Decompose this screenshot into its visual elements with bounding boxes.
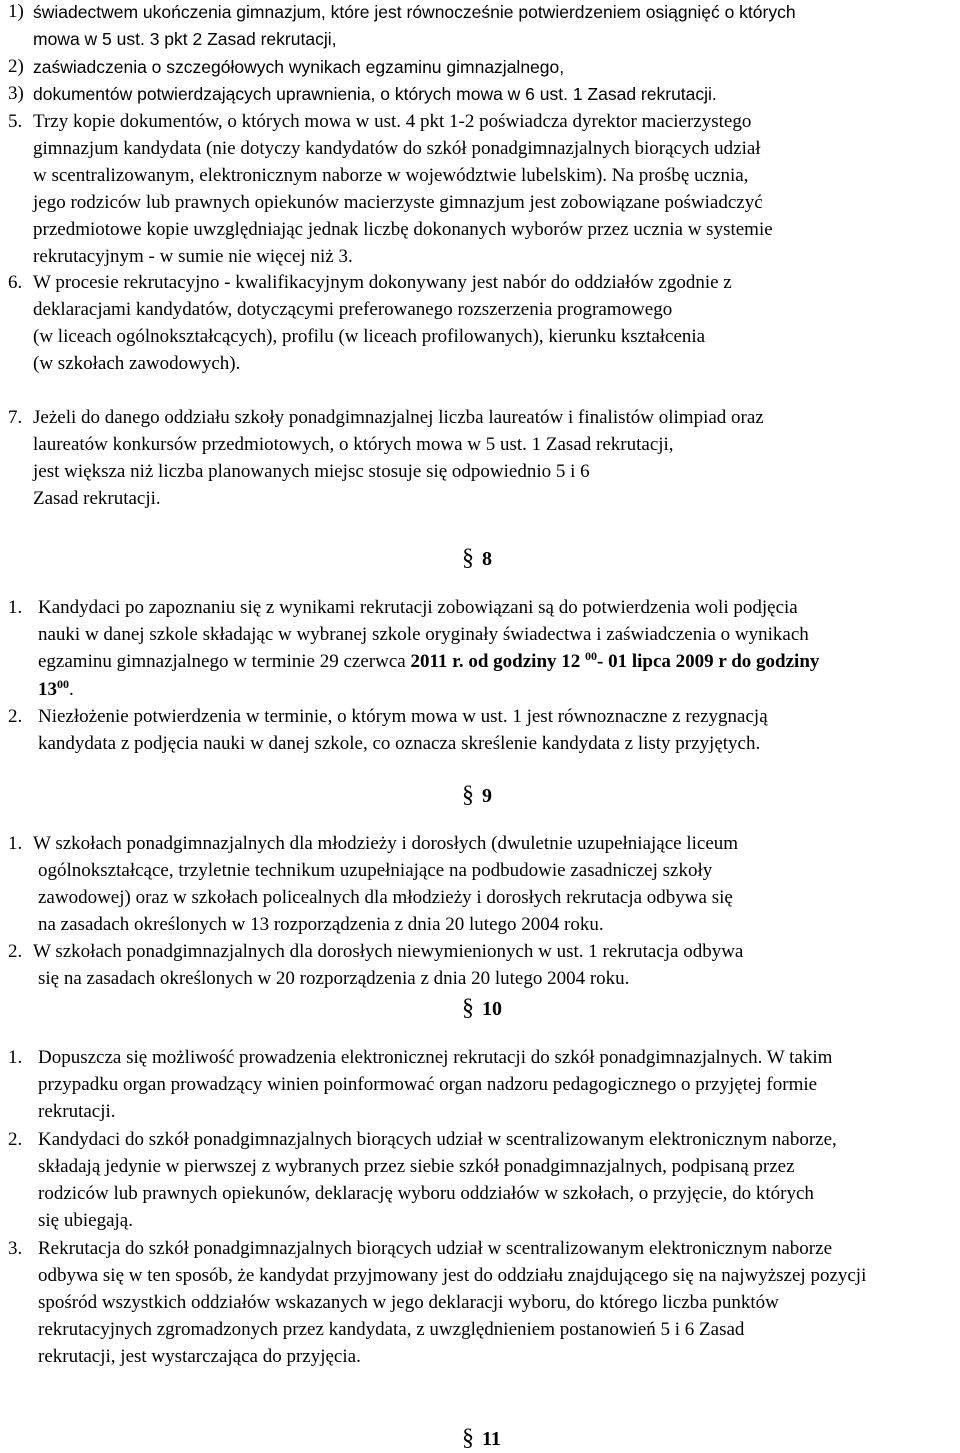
paragraph-line: W procesie rekrutacyjno - kwalifikacyjnym dokonywany jest nabór do oddziałów zgodnie z [33, 272, 732, 293]
paragraph-line: składają jedynie w pierwszej z wybranych przez siebie szkół ponadgimnazjalnych, podpisaną przez [38, 1156, 795, 1177]
paragraph-line [38, 651, 819, 673]
paragraph-line: laureatów konkursów przedmiotowych, o których mowa w 5 ust. 1 Zasad rekrutacji, [33, 434, 674, 455]
paragraph-line: Jeżeli do danego oddziału szkoły ponadgimnazjalnej liczba laureatów i finalistów olimpiad oraz [33, 407, 764, 428]
section-number: 8 [482, 548, 492, 570]
paragraph-line: Kandydaci po zapoznaniu się z wynikami rekrutacji zobowiązani są do potwierdzenia woli podjęcia [38, 597, 798, 618]
list-number: 2) [8, 56, 24, 77]
paragraph-number: 1. [8, 1047, 23, 1068]
paragraph-line: W szkołach ponadgimnazjalnych dla dorosłych niewymienionych w ust. 1 rekrutacja odbywa [33, 941, 744, 962]
paragraph-number: 2. [8, 1129, 23, 1150]
paragraph-line: (w liceach ogólnokształcących), profilu (w liceach profilowanych), kierunku kształcenia [33, 326, 706, 347]
section-symbol: § [462, 995, 474, 1021]
paragraph-line: Trzy kopie dokumentów, o których mowa w ust. 4 pkt 1-2 poświadcza dyrektor macierzystego [33, 111, 752, 132]
paragraph-line: Kandydaci do szkół ponadgimnazjalnych biorących udział w scentralizowanym elektronicznym naborze, [38, 1129, 837, 1150]
paragraph-number: 2. [8, 941, 23, 962]
section-heading-8 [462, 546, 492, 571]
paragraph-line: przedmiotowe kopie uwzględniając jednak liczbę dokonanych wyborów przez ucznia w systemie [33, 219, 773, 240]
paragraph-line: rekrutacji. [38, 1101, 116, 1122]
period: . [69, 679, 74, 700]
list-number: 1) [8, 1, 24, 22]
paragraph-line: się ubiegają. [38, 1210, 133, 1231]
deadline-date-end: - 01 lipca 2009 r do godziny [597, 651, 820, 672]
paragraph-line: kandydata z podjęcia nauki w danej szkole, co oznacza skreślenie kandydata z listy przyjętych. [38, 733, 761, 754]
deadline-date: 2011 r. od godziny 12 [410, 651, 586, 672]
paragraph-line: rekrutacji, jest wystarczająca do przyjęcia. [38, 1346, 361, 1367]
section-number: 9 [482, 785, 492, 807]
paragraph-line: deklaracjami kandydatów, dotyczącymi preferowanego rozszerzenia programowego [33, 299, 673, 320]
paragraph-number: 7. [8, 407, 23, 428]
list-item-text: dokumentów potwierdzających uprawnienia, o których mowa w 6 ust. 1 Zasad rekrutacji. [33, 84, 717, 104]
deadline-minutes: 00 [585, 649, 598, 663]
paragraph-line: rekrutacyjnych zgromadzonych przez kandydata, z uwzględnieniem postanowień 5 i 6 Zasad [38, 1319, 745, 1340]
paragraph-line: spośród wszystkich oddziałów wskazanych w jego deklaracji wyboru, do którego liczba punktów [38, 1292, 779, 1313]
deadline-text: egzaminu gimnazjalnego w terminie 29 czerwca [38, 651, 411, 672]
section-heading-11 [462, 1426, 501, 1451]
paragraph-line: Niezłożenie potwierdzenia w terminie, o którym mowa w ust. 1 jest równoznaczne z rezygnacją [38, 706, 768, 727]
paragraph-line: gimnazjum kandydata (nie dotyczy kandydatów do szkół ponadgimnazjalnych biorących udział [33, 138, 761, 159]
paragraph-line: na zasadach określonych w 13 rozporządzenia z dnia 20 lutego 2004 roku. [38, 914, 604, 935]
paragraph-line: nauki w danej szkole składając w wybranej szkole oryginały świadectwa i zaświadczenia o wynikach [38, 624, 809, 645]
section-symbol: § [462, 782, 474, 808]
paragraph-number: 2. [8, 706, 23, 727]
paragraph-line: Dopuszcza się możliwość prowadzenia elektronicznej rekrutacji do szkół ponadgimnazjalnych. W takim [38, 1047, 833, 1068]
paragraph-number: 3. [8, 1238, 23, 1259]
section-symbol: § [462, 545, 474, 571]
section-symbol: § [462, 1425, 474, 1451]
paragraph-line: ogólnokształcące, trzyletnie technikum uzupełniające na podbudowie zasadniczej szkoły [38, 860, 713, 881]
section-heading-9 [462, 783, 492, 808]
paragraph-line: jego rodziców lub prawnych opiekunów macierzyste gimnazjum jest zobowiązane poświadczyć [33, 192, 763, 213]
deadline-hour-minutes: 00 [57, 677, 69, 691]
list-number: 3) [8, 83, 24, 104]
paragraph-line [38, 679, 74, 701]
paragraph-line: W szkołach ponadgimnazjalnych dla młodzieży i dorosłych (dwuletnie uzupełniające liceum [33, 833, 739, 854]
section-heading-10 [462, 996, 502, 1021]
paragraph-line: w scentralizowanym, elektronicznym naborze w województwie lubelskim). Na prośbę ucznia, [33, 165, 749, 186]
list-item-text: zaświadczenia o szczegółowych wynikach egzaminu gimnazjalnego, [33, 57, 565, 77]
paragraph-line: (w szkołach zawodowych). [33, 353, 241, 374]
paragraph-line: Zasad rekrutacji. [33, 488, 161, 509]
paragraph-line: zawodowej) oraz w szkołach policealnych dla młodzieży i dorosłych rekrutacja odbywa się [38, 887, 733, 908]
list-item-text: mowa w 5 ust. 3 pkt 2 Zasad rekrutacji, [33, 29, 337, 49]
paragraph-line: Rekrutacja do szkół ponadgimnazjalnych biorących udział w scentralizowanym elektronicznym naborze [38, 1238, 833, 1259]
paragraph-line: rekrutacyjnym - w sumie nie więcej niż 3. [33, 246, 353, 267]
paragraph-line: jest większa niż liczba planowanych miejsc stosuje się odpowiednio 5 i 6 [33, 461, 590, 482]
paragraph-line: odbywa się w ten sposób, że kandydat przyjmowany jest do oddziału znajdującego się na najwyższej pozycji [38, 1265, 867, 1286]
paragraph-number: 1. [8, 597, 23, 618]
list-item-text: świadectwem ukończenia gimnazjum, które jest równocześnie potwierdzeniem osiągnięć o których [33, 2, 796, 22]
paragraph-line: przypadku organ prowadzący winien poinformować organ nadzoru pedagogicznego o przyjętej formie [38, 1074, 818, 1095]
paragraph-number: 6. [8, 272, 23, 293]
paragraph-line: się na zasadach określonych w 20 rozporządzenia z dnia 20 lutego 2004 roku. [38, 968, 630, 989]
paragraph-number: 5. [8, 111, 23, 132]
section-number: 11 [482, 1428, 501, 1450]
deadline-hour: 13 [38, 679, 57, 700]
paragraph-number: 1. [8, 833, 23, 854]
section-number: 10 [482, 998, 502, 1020]
paragraph-line: rodziców lub prawnych opiekunów, deklarację wyboru oddziałów w szkołach, o przyjęcie, do których [38, 1183, 814, 1204]
